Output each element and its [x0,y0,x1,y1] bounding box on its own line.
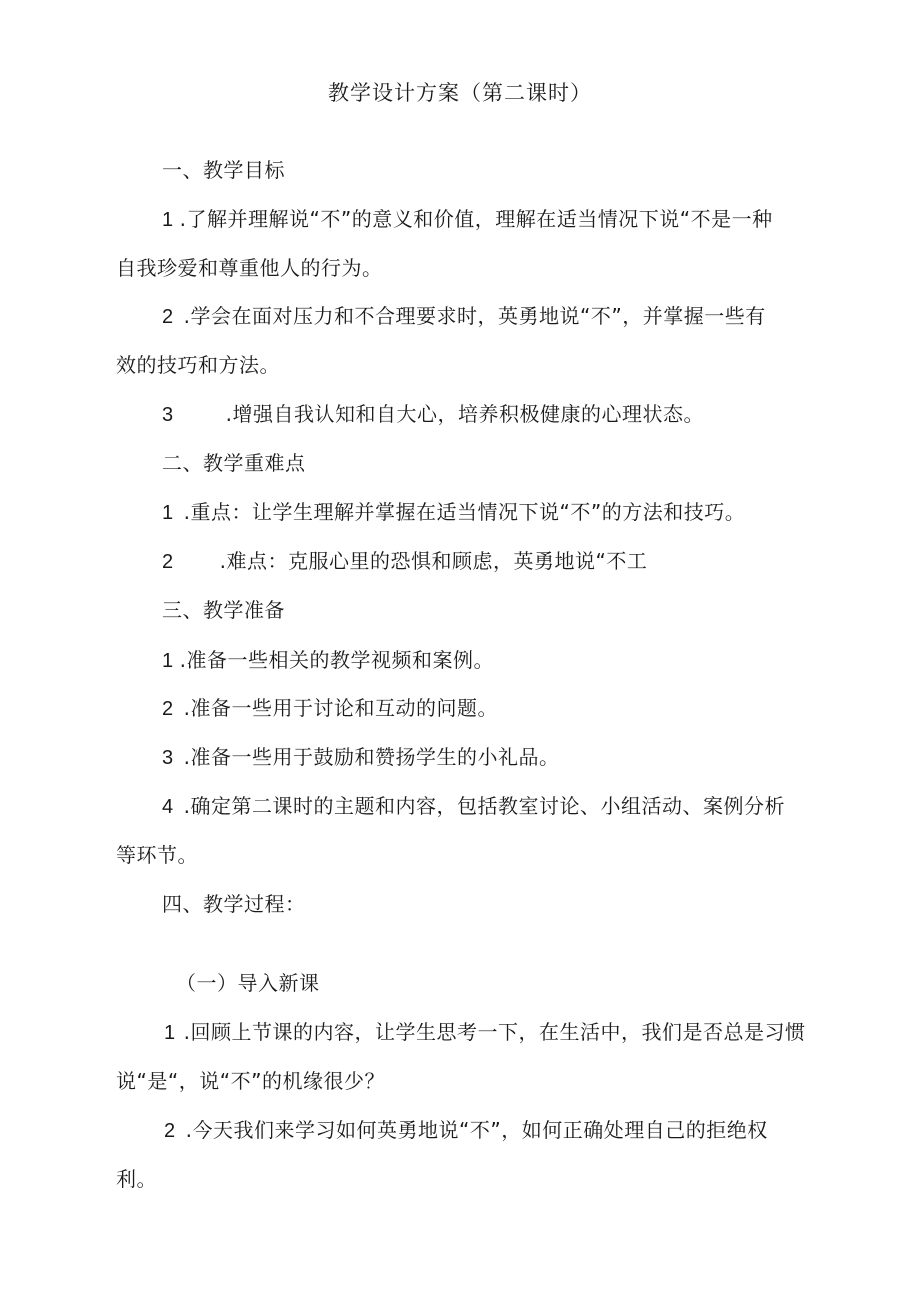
preparation-item-2 [162,695,498,722]
objective-item-1 [162,206,773,233]
item-text: .增强自我认知和自大心，培养积极健康的心理状态。 [225,402,704,426]
item-text: .回顾上节课的内容，让学生思考一下，在生活中，我们是否总是习惯 [183,1020,806,1044]
process-item-1-continued: 说“是“，说“不”的机缘很少？ [116,1069,385,1093]
item-text: .确定第二课时的主题和内容，包括教室讨论、小组活动、案例分析 [183,794,785,818]
item-number: 3 [162,404,174,426]
item-number: 4 [162,796,174,818]
preparation-item-4 [162,793,785,820]
item-number: 3 [162,747,174,769]
item-text: .今天我们来学习如何英勇地说“不”，如何正确处理自己的拒绝权 [185,1118,768,1142]
item-number: 1 [162,502,174,524]
objective-item-3 [162,401,704,428]
item-text: .了解并理解说“不”的意义和价值，理解在适当情况下说“不是一种 [179,207,773,231]
preparation-item-4-continued: 等环节。 [116,843,198,867]
item-number: 2 [164,1120,176,1142]
page-title: 教学设计方案（第二课时） [328,81,592,105]
key-point-item-1 [162,499,745,526]
item-text: .准备一些相关的教学视频和案例。 [179,648,494,672]
preparation-item-3 [162,744,559,771]
section-heading-key-points: 二、教学重难点 [162,451,306,475]
section-heading-objectives: 一、教学目标 [162,158,285,182]
item-text: .学会在面对压力和不合理要求时，英勇地说“不”，并掌握一些有 [183,304,766,328]
key-point-item-2 [162,548,647,575]
item-number: 2 [162,306,174,328]
item-text: .准备一些用于鼓励和赞扬学生的小礼品。 [183,745,560,769]
preparation-item-1 [162,647,494,674]
item-text: .重点：让学生理解并掌握在适当情况下说“不”的方法和技巧。 [183,500,746,524]
section-heading-preparation: 三、教学准备 [162,598,285,622]
item-text: .准备一些用于讨论和互动的问题。 [183,696,498,720]
process-item-2 [164,1117,768,1144]
subsection-heading-introduction: （一）导入新课 [176,971,320,995]
item-text: .难点：克服心里的恐惧和顾虑，英勇地说“不工 [219,549,648,573]
objective-item-2-continued: 效的技巧和方法。 [116,353,280,377]
process-item-1 [164,1019,805,1046]
item-number: 1 [162,650,174,672]
objective-item-2 [162,303,766,330]
item-number: 2 [162,551,174,573]
process-item-2-continued: 利。 [116,1167,157,1191]
item-number: 1 [164,1022,176,1044]
item-number: 2 [162,698,174,720]
objective-item-1-continued: 自我珍爱和尊重他人的行为。 [116,256,383,280]
section-heading-process: 四、教学过程： [162,892,306,916]
item-number: 1 [162,209,174,231]
